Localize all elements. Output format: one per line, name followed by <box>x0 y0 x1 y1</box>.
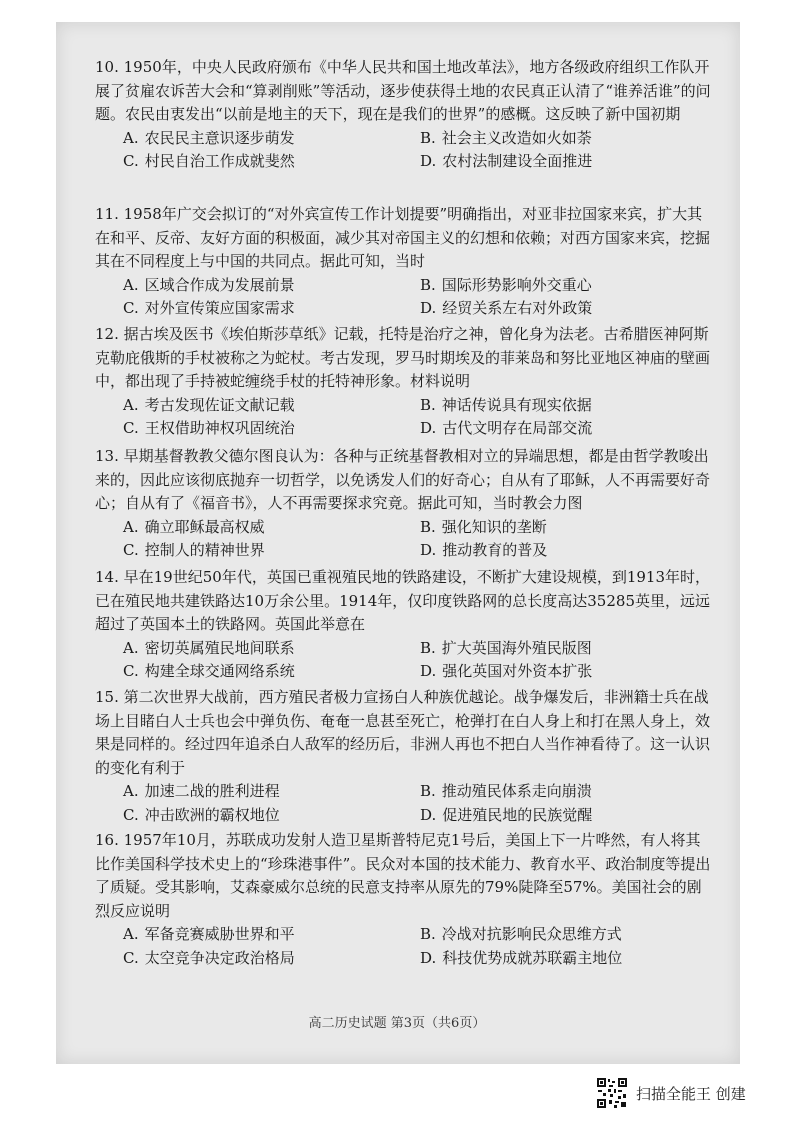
question-stem: 1957年10月，苏联成功发射人造卫星斯普特尼克1号后，美国上下一片哗然，有人将其比作美国科学技术史上的“珍珠港事件”。民众对本国的技术能力、教育水平、政治制度等提出了质疑。受其影响，艾森豪威尔总统的民意支持率从原先的79%陡降至57%。美国社会的剧烈反应说明 <box>95 831 711 920</box>
scanner-brand-text: 扫描全能王 创建 <box>636 1084 746 1103</box>
option-a: A. 加速二战的胜利进程 <box>123 782 280 800</box>
page-footer: 高二历史试题 第3页（共6页） <box>308 1016 486 1031</box>
option-a: A. 密切英属殖民地间联系 <box>123 638 295 657</box>
options <box>123 274 715 321</box>
option-a: A. 军备竞赛威胁世界和平 <box>123 925 295 943</box>
question-number: 11. <box>95 205 119 223</box>
option-d: D. 农村法制建设全面推进 <box>420 152 593 170</box>
option-d: D. 经贸关系左右对外政策 <box>420 299 593 317</box>
scanner-watermark <box>596 1076 746 1110</box>
question-13 <box>95 445 715 563</box>
option-b: B. 社会主义改造如火如荼 <box>420 128 592 147</box>
question-10 <box>95 56 715 174</box>
options <box>123 637 715 684</box>
option-d: D. 科技优势成就苏联霸主地位 <box>420 948 623 967</box>
options <box>123 127 715 174</box>
question-stem: 1958年广交会拟订的“对外宾宣传工作计划提要”明确指出，对亚非拉国家来宾，扩大其在和平、反帝、友好方面的积极面，减少其对帝国主义的幻想和依赖；对西方国家来宾，挖掘其在不同程度上与中国的共同点。据此可知，当时 <box>95 205 711 270</box>
options <box>123 516 715 563</box>
option-c: C. 对外宣传策应国家需求 <box>123 299 295 317</box>
question-stem: 据古埃及医书《埃伯斯莎草纸》记载，托特是治疗之神，曾化身为法老。古希腊医神阿斯克勒庇俄斯的手杖被称之为蛇杖。考古发现，罗马时期埃及的菲莱岛和努比亚地区神庙的壁画中，都出现了手持被蛇缠绕手杖的托特神形象。材料说明 <box>95 325 711 390</box>
option-c: C. 王权借助神权巩固统治 <box>123 419 295 437</box>
option-b: B. 推动殖民体系走向崩溃 <box>420 782 592 800</box>
option-a: A. 考古发现佐证文献记载 <box>123 395 295 414</box>
question-stem: 第二次世界大战前，西方殖民者极力宣扬白人种族优越论。战争爆发后，非洲籍士兵在战场上目睹白人士兵也会中弹负伤、奄奄一息甚至死亡，枪弹打在白人身上和打在黑人身上，效果是同样的。经过四年追杀白人敌军的经历后，非洲人再也不把白人当作神看待了。这一认识的变化有利于 <box>95 688 711 777</box>
options <box>123 394 715 441</box>
option-c: C. 村民自治工作成就斐然 <box>123 152 295 170</box>
question-15 <box>95 686 715 827</box>
question-stem: 早期基督教教父德尔图良认为：各种与正统基督教相对立的异端思想，都是由哲学教唆出来的，因此应该彻底抛弃一切哲学，以免诱发人们的好奇心；自从有了耶稣，人不再需要好奇心；自从有了《福音书》，人不再需要探求究竟。据此可知，当时教会力图 <box>95 447 711 512</box>
question-stem: 早在19世纪50年代，英国已重视殖民地的铁路建设，不断扩大建设规模，到1913年时，已在殖民地共建铁路达10万余公里。1914年，仅印度铁路网的总长度高达35285英里，远远超过了英国本土的铁路网。英国此举意在 <box>95 568 710 633</box>
option-b: B. 强化知识的垄断 <box>420 517 547 536</box>
qr-code-icon <box>596 1077 628 1109</box>
question-number: 15. <box>95 688 119 706</box>
question-number: 13. <box>95 447 119 465</box>
option-b: B. 国际形势影响外交重心 <box>420 275 592 294</box>
option-c: C. 太空竞争决定政治格局 <box>123 948 295 967</box>
question-14 <box>95 566 715 684</box>
option-c: C. 控制人的精神世界 <box>123 541 265 559</box>
option-a: A. 区域合作成为发展前景 <box>123 275 295 294</box>
option-a: A. 农民民主意识逐步萌发 <box>123 128 295 147</box>
option-c: C. 冲击欧洲的霸权地位 <box>123 805 280 824</box>
question-number: 14. <box>95 568 119 586</box>
options <box>123 923 715 970</box>
question-16 <box>95 829 715 970</box>
question-12 <box>95 323 715 441</box>
question-number: 16. <box>95 831 119 849</box>
options <box>123 780 715 827</box>
option-b: B. 扩大英国海外殖民版图 <box>420 638 592 657</box>
question-number: 10. <box>95 58 119 76</box>
option-d: D. 古代文明存在局部交流 <box>420 419 593 437</box>
option-a: A. 确立耶稣最高权威 <box>123 517 265 536</box>
option-b: B. 冷战对抗影响民众思维方式 <box>420 925 622 943</box>
option-d: D. 推动教育的普及 <box>420 541 548 559</box>
question-11 <box>95 203 715 321</box>
option-d: D. 促进殖民地的民族觉醒 <box>420 805 593 824</box>
question-stem: 1950年，中央人民政府颁布《中华人民共和国土地改革法》，地方各级政府组织工作队开展了贫雇农诉苦大会和“算剥削账”等活动，逐步使获得土地的农民真正认清了“谁养活谁”的问题。农民由衷发出“以前是地主的天下，现在是我们的世界”的感概。这反映了新中国初期 <box>95 58 711 123</box>
question-number: 12. <box>95 325 119 343</box>
option-b: B. 神话传说具有现实依据 <box>420 395 592 414</box>
option-c: C. 构建全球交通网络系统 <box>123 662 295 680</box>
option-d: D. 强化英国对外资本扩张 <box>420 662 593 680</box>
